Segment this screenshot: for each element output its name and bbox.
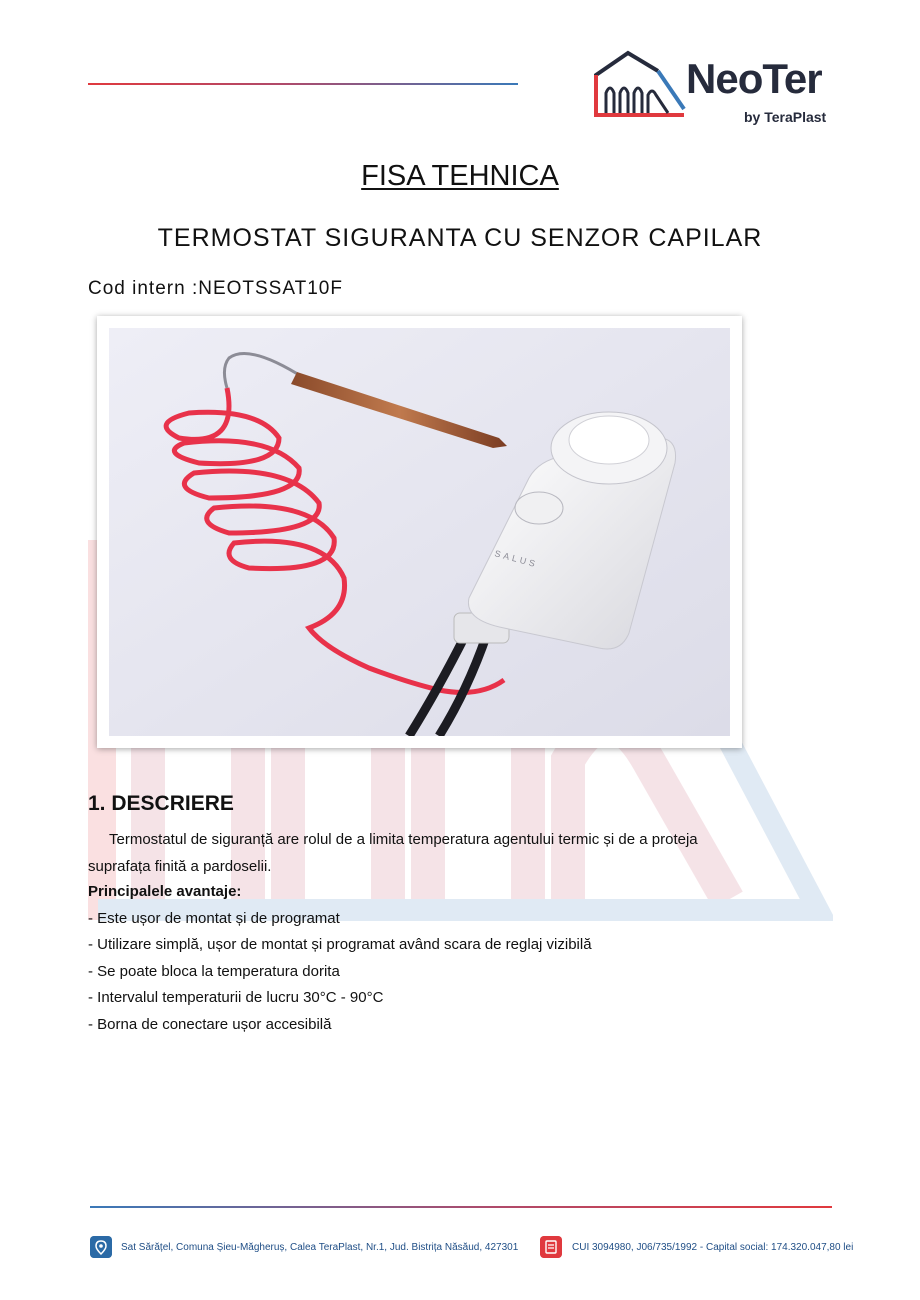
advantages-title: Principalele avantaje:: [88, 883, 242, 900]
document-title: FISA TEHNICA: [361, 160, 559, 192]
list-item: - Se poate bloca la temperatura dorita: [88, 962, 340, 980]
document-icon: [540, 1236, 562, 1258]
product-photo-frame: [97, 316, 742, 748]
list-item: - Borna de conectare ușor accesibilă: [88, 1015, 332, 1033]
internal-code: Cod intern :NEOTSSAT10F: [88, 278, 343, 299]
header-divider: [88, 83, 518, 85]
location-pin-icon: [90, 1236, 112, 1258]
logo-tagline: by TeraPlast: [744, 109, 827, 125]
logo-wordmark: NeoTer: [686, 55, 822, 102]
product-photo: [109, 328, 730, 736]
salus-label: SALUS: [493, 548, 540, 570]
description-paragraph: [88, 826, 788, 880]
section-heading-descriere: 1. DESCRIERE: [88, 792, 234, 815]
paragraph-line-1: Termostatul de siguranță are rolul de a limita temperatura agentului termic și de a proteja: [109, 831, 698, 848]
footer-divider: [90, 1206, 832, 1208]
footer-company-info: CUI 3094980, J06/735/1992 - Capital social: 174.320.047,80 lei: [572, 1242, 854, 1253]
advantages-list: [88, 879, 592, 1038]
list-item: - Intervalul temperaturii de lucru 30°C - 90°C: [88, 989, 384, 1006]
product-name: TERMOSTAT SIGURANTA CU SENZOR CAPILAR: [157, 224, 763, 252]
paragraph-line-2: suprafața finită a pardoselii.: [88, 858, 272, 875]
list-item: - Este ușor de montat și de programat: [88, 909, 340, 927]
footer-address: Sat Sărățel, Comuna Șieu-Măgheruș, Calea TeraPlast, Nr.1, Jud. Bistrița Năsăud, 427301: [121, 1242, 519, 1253]
list-item: - Utilizare simplă, ușor de montat și programat având scara de reglaj vizibilă: [88, 936, 592, 953]
